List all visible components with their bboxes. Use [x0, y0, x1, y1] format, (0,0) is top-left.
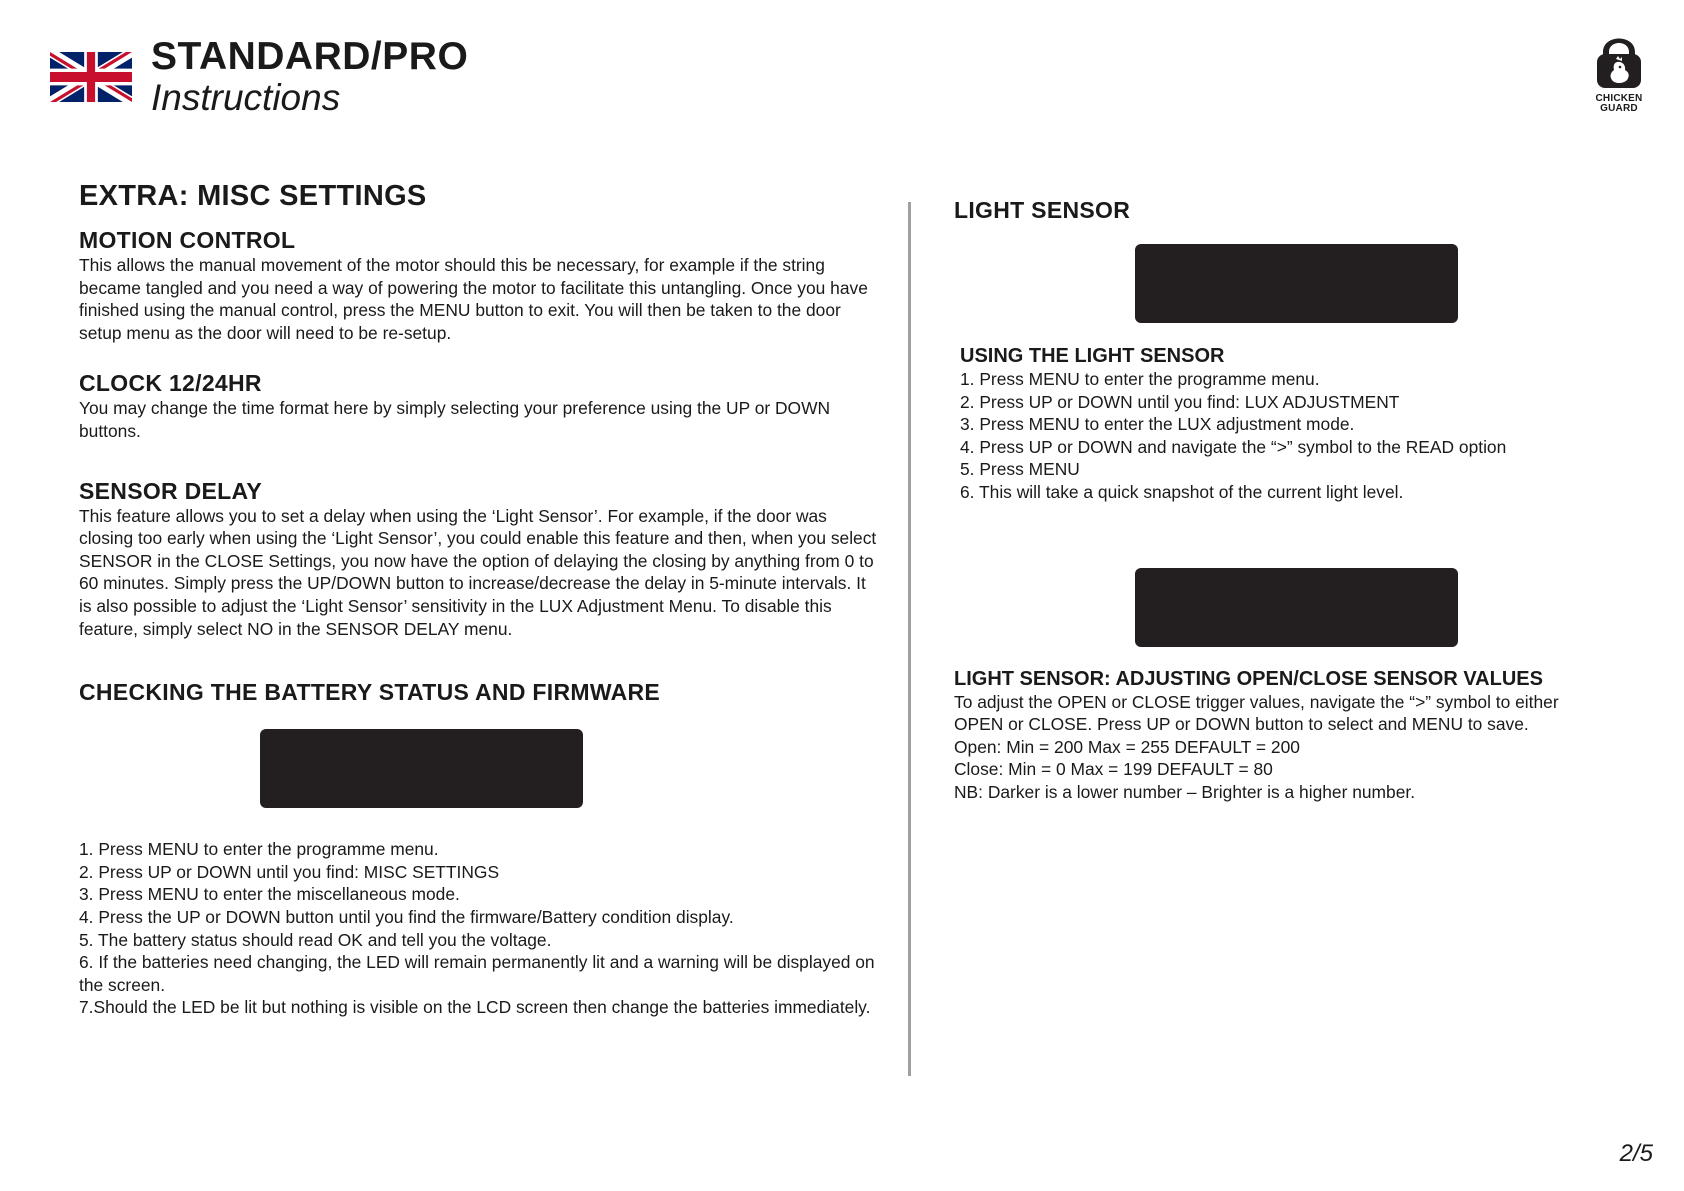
list-item: 2. Press UP or DOWN until you find: MISC SETTINGS [79, 861, 500, 882]
brand-logo [1589, 28, 1649, 116]
page-number: 2/5 [1619, 1140, 1653, 1167]
battery-heading: CHECKING THE BATTERY STATUS AND FIRMWARE [79, 679, 661, 706]
logo-wordmark [1589, 94, 1649, 114]
close-values-line: Close: Min = 0 Max = 199 DEFAULT = 80 [954, 759, 1273, 780]
motion-control-body: This allows the manual movement of the motor should this be necessary, for example if the string became tangled and you need a way of powering the motor to facilitate this untangling. Once you have finished using the manual control, press the MENU button to exit. You will then be taken to the door setup menu as the door will need to be re-setup. [79, 255, 868, 343]
logo-text-line2: GUARD [1600, 103, 1638, 114]
motion-control-heading: MOTION CONTROL [79, 227, 296, 253]
adjusting-values-body: To adjust the OPEN or CLOSE trigger values, navigate the “>” symbol to either OPEN or CLOSE. Press UP or DOWN button to select and MENU to save. [954, 691, 1559, 735]
light-sensor-heading: LIGHT SENSOR [954, 197, 1131, 223]
using-light-sensor-section [954, 344, 1604, 504]
clock-body: You may change the time format here by simply selecting your preference using the UP or DOWN buttons. [79, 398, 831, 441]
open-values-line: Open: Min = 200 Max = 255 DEFAULT = 200 [954, 736, 1300, 757]
adjusting-values-heading: LIGHT SENSOR: ADJUSTING OPEN/CLOSE SENSOR VALUES [954, 667, 1543, 690]
document-title: STANDARD/PRO [151, 35, 469, 78]
list-item: 4. Press UP or DOWN and navigate the “>” symbol to the READ option [960, 436, 1507, 457]
clock-section [79, 369, 879, 442]
list-item: 2. Press UP or DOWN until you find: LUX ADJUSTMENT [960, 391, 1400, 412]
main-heading: EXTRA: MISC SETTINGS [79, 180, 427, 212]
logo-text-line1: CHICKEN [1595, 93, 1643, 104]
list-item: 1. Press MENU to enter the programme menu. [960, 369, 1320, 389]
battery-steps [79, 838, 879, 1019]
sensor-delay-heading: SENSOR DELAY [79, 477, 262, 504]
battery-section [79, 678, 879, 1019]
list-item: 3. Press MENU to enter the miscellaneous mode. [79, 884, 460, 905]
lcd-display-lux [1135, 568, 1458, 647]
list-item: 3. Press MENU to enter the LUX adjustment mode. [960, 414, 1355, 435]
list-item: 5. The battery status should read OK and tell you the voltage. [79, 929, 552, 950]
clock-heading: CLOCK 12/24HR [79, 370, 262, 397]
uk-flag-icon [50, 52, 132, 102]
lcd-display-light-sensor [1135, 244, 1458, 323]
right-column [954, 196, 1604, 804]
list-item: 5. Press MENU [960, 459, 1080, 480]
lcd-display-battery [260, 729, 583, 808]
list-item: 4. Press the UP or DOWN button until you find the firmware/Battery condition display. [79, 906, 734, 927]
brightness-note: NB: Darker is a lower number – Brighter is a higher number. [954, 781, 1416, 802]
sensor-delay-body: This feature allows you to set a delay when using the ‘Light Sensor’. For example, if the door was closing too early when using the ‘Light Sensor’, you could enable this feature and then, when you select SENSOR in the CLOSE Settings, you now have the option of delaying the closing by anything from 0 to 60 minutes. Simply press the UP/DOWN button to increase/decrease the delay in 5-minute intervals. It is also possible to adjust the ‘Light Sensor’ sensitivity in the LUX Adjustment Menu. To disable this feature, simply select NO in the SENSOR DELAY menu. [79, 505, 877, 639]
list-item: 6. If the batteries need changing, the LED will remain permanently lit and a warning will be displayed on the screen. [79, 952, 875, 995]
column-divider [908, 202, 911, 1076]
light-sensor-steps [960, 368, 1604, 504]
using-light-sensor-heading: USING THE LIGHT SENSOR [960, 345, 1225, 367]
motion-control-section [79, 226, 879, 344]
document-subtitle: Instructions [151, 77, 341, 118]
sensor-delay-section [79, 477, 879, 641]
adjusting-values-section [954, 667, 1604, 804]
list-item: 1. Press MENU to enter the programme menu. [79, 839, 439, 860]
chicken-guard-logo-icon [1589, 28, 1649, 92]
list-item: 6. This will take a quick snapshot of the current light level. [960, 481, 1404, 502]
list-item: 7.Should the LED be lit but nothing is visible on the LCD screen then change the batteries immediately. [79, 997, 871, 1018]
left-column [79, 178, 879, 1019]
